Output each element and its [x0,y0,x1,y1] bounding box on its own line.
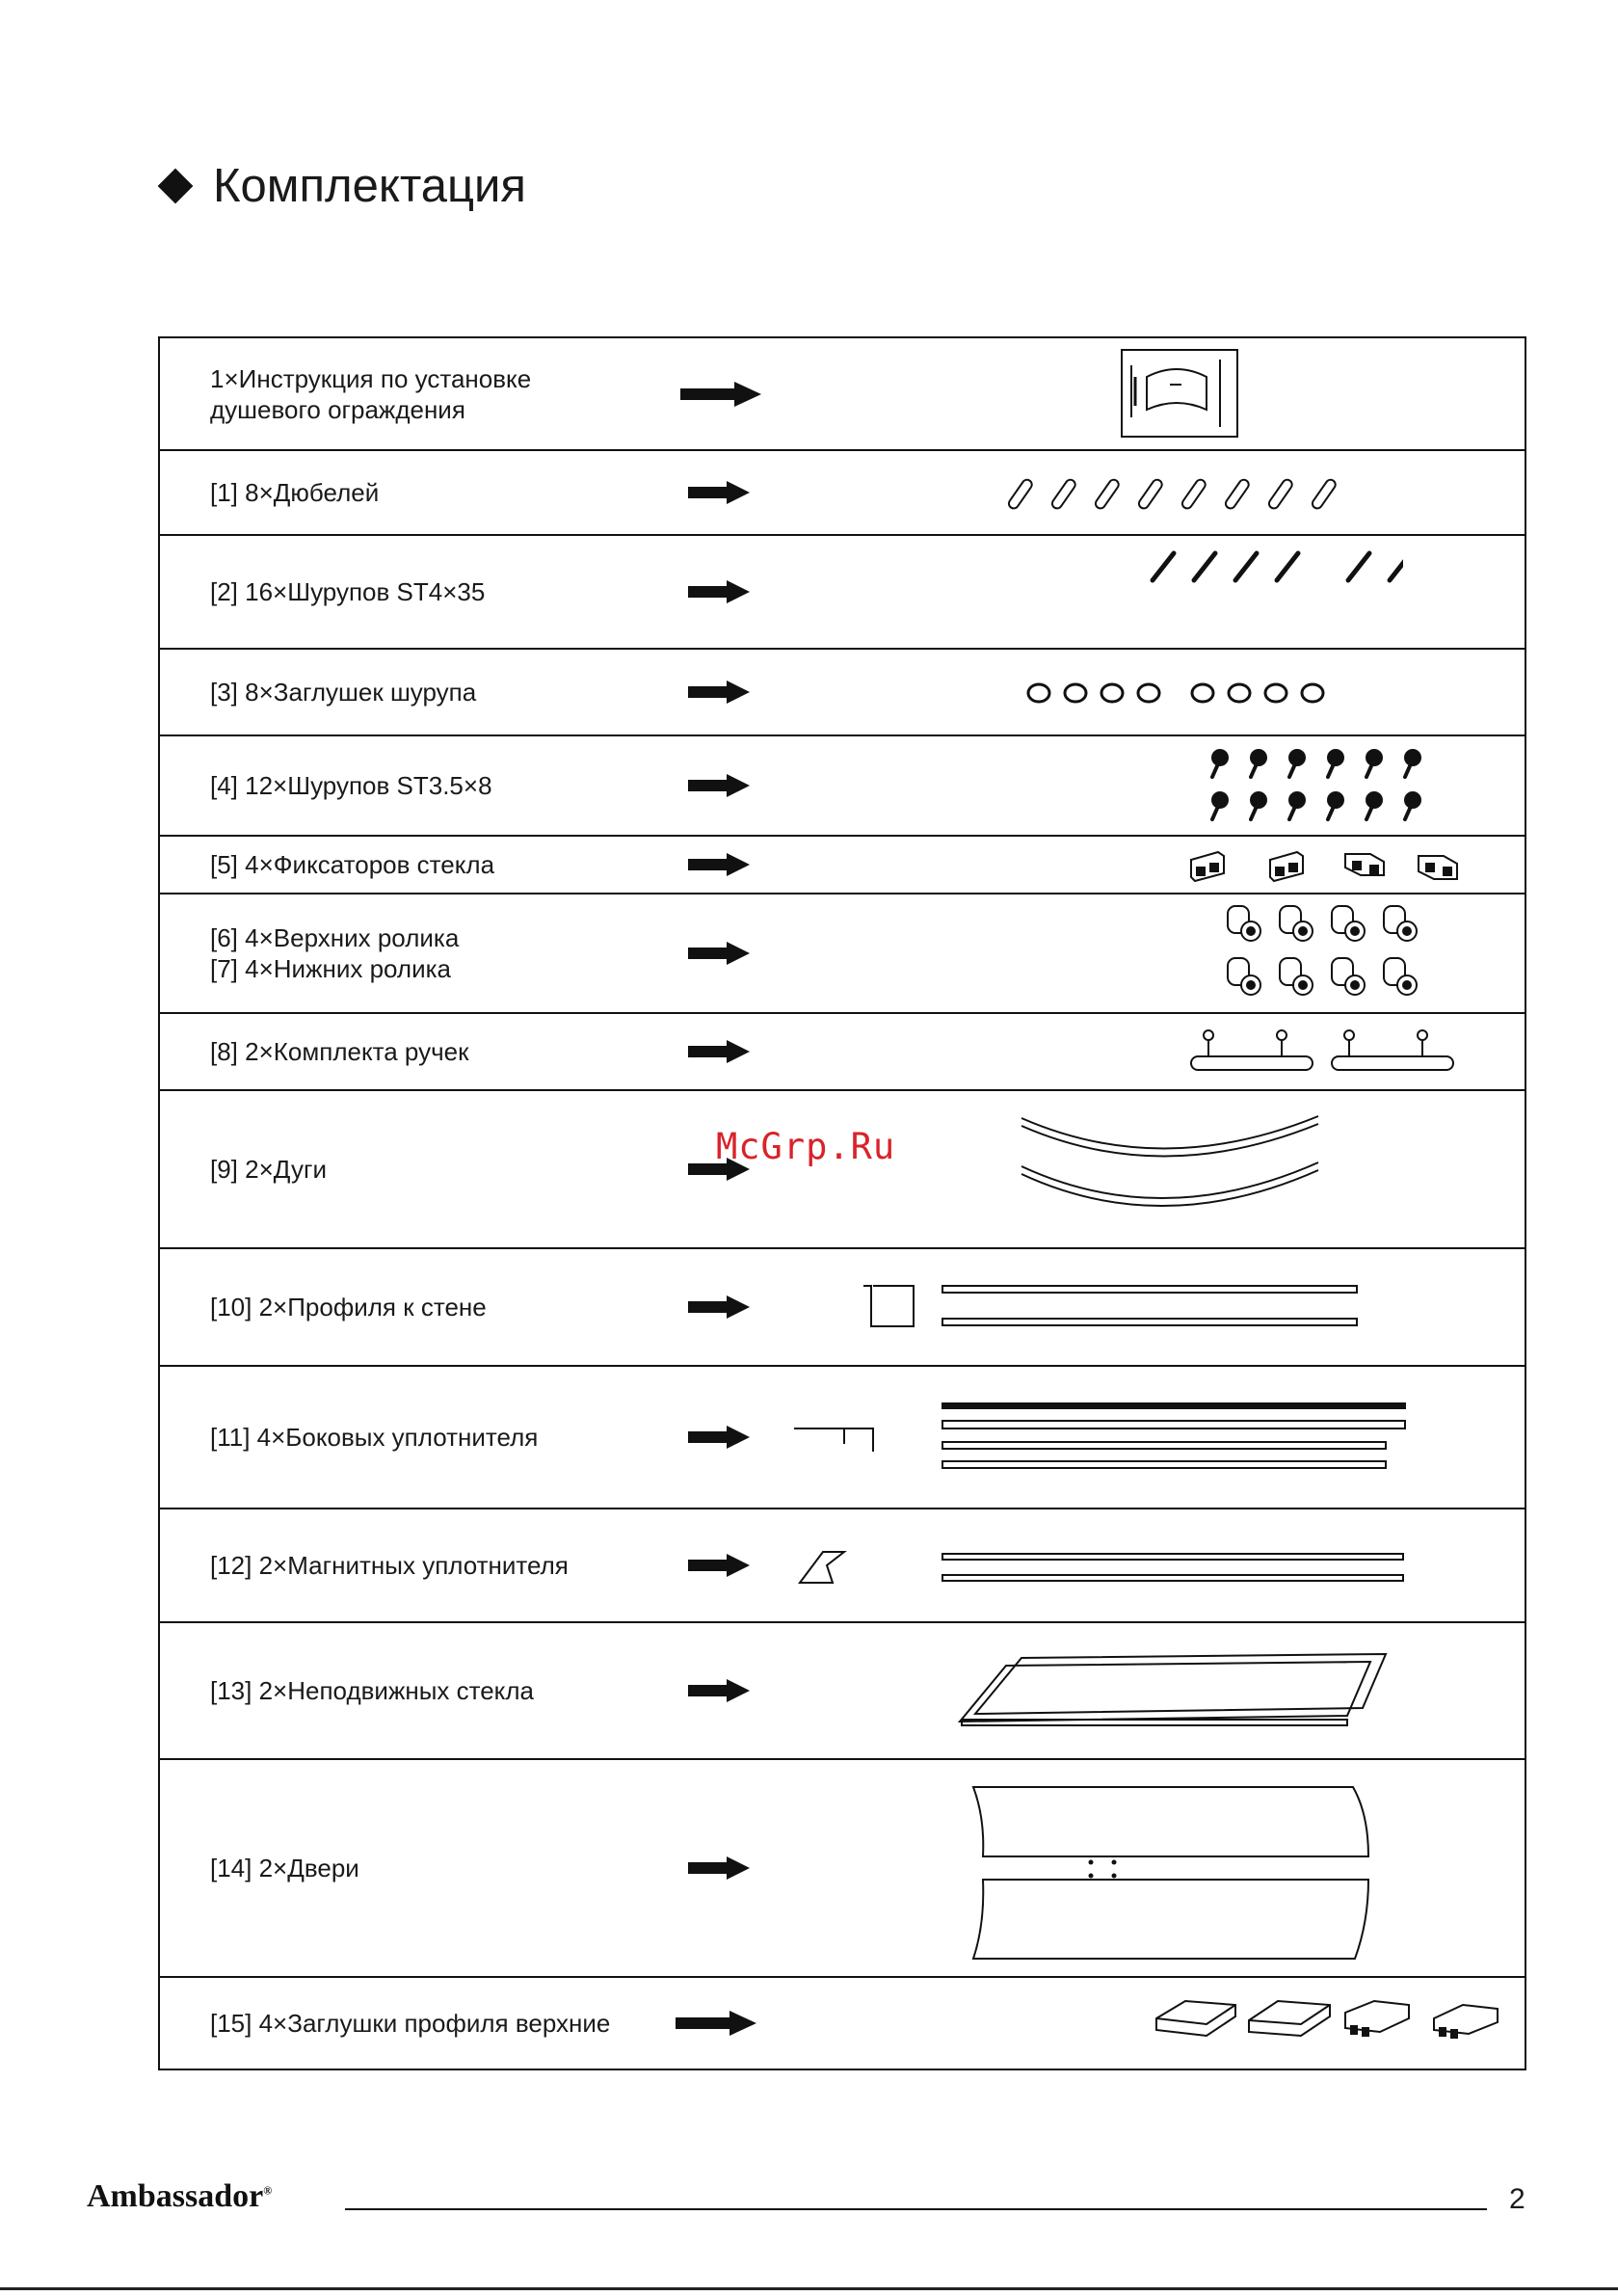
arrow-icon [676,2011,756,2036]
arrow-icon [688,774,750,797]
arrow-icon [688,1295,750,1319]
table-row [160,1367,1525,1509]
table-row [160,837,1525,894]
screw-caps-illustration [1018,650,1345,736]
profile-caps-illustration [1143,1978,1509,2069]
side-seals-illustration [786,1367,1538,1509]
item-label: [10] 2×Профиля к стене [210,1293,487,1322]
glass-clamps-illustration [1181,837,1471,894]
page-title-text: Комплектация [213,160,526,212]
arrow-icon [688,481,750,504]
magnetic-seals-illustration [786,1509,1538,1623]
item-label: [13] 2×Неподвижных стекла [210,1676,534,1705]
table-row [160,1623,1525,1760]
table-row [160,650,1525,736]
table-row [160,736,1525,837]
arrow-icon [688,1679,750,1702]
brand-logo: Ambassador® [87,2178,273,2214]
arrow-icon [688,681,750,704]
table-row [160,1509,1525,1623]
item-label: [8] 2×Комплекта ручек [210,1037,469,1066]
table-row [160,451,1525,536]
item-label: [5] 4×Фиксаторов стекла [210,850,495,879]
arcs-illustration [1008,1091,1336,1249]
item-label: [2] 16×Шурупов ST4×35 [210,577,486,606]
doors-illustration [960,1760,1384,1978]
footer-divider [345,2208,1487,2210]
short-screws-illustration [1201,736,1451,837]
item-label: [6] 4×Верхних ролика [7] 4×Нижних ролика [210,923,460,983]
manual-booklet-icon [1114,338,1239,451]
wall-profiles-illustration [786,1249,1538,1367]
parts-table [158,336,1526,2070]
arrow-icon [688,853,750,876]
arrow-icon [688,580,750,603]
item-label: [3] 8×Заглушек шурупа [210,678,477,707]
diamond-bullet-icon [158,169,194,204]
item-label: [1] 8×Дюбелей [210,478,380,507]
item-label: 1×Инструкция по установке душевого ограждения [210,363,532,424]
table-row [160,894,1525,1014]
page-number: 2 [1509,2183,1525,2215]
page-title [157,159,526,213]
arrow-icon [688,1426,750,1449]
bottom-border [0,2287,1618,2290]
item-label: [9] 2×Дуги [210,1155,327,1184]
item-label: [12] 2×Магнитных уплотнителя [210,1551,569,1580]
table-row [160,1978,1525,2069]
arrow-icon [688,1856,750,1880]
table-row [160,1014,1525,1091]
item-label: [14] 2×Двери [210,1854,359,1882]
arrow-icon [688,1040,750,1063]
rollers-illustration [1220,894,1432,1014]
table-row [160,536,1525,650]
arrow-icon [688,942,750,965]
dowels-illustration [998,451,1384,536]
long-screws-illustration [960,536,1403,650]
handles-illustration [1181,1014,1471,1091]
item-label: [15] 4×Заглушки профиля верхние [210,2009,611,2038]
table-row [160,1760,1525,1978]
arrow-icon [680,382,761,407]
item-label: [4] 12×Шурупов ST3.5×8 [210,771,492,800]
watermark: McGrp.Ru [716,1126,896,1167]
table-row [160,1249,1525,1367]
item-label: [11] 4×Боковых уплотнителя [210,1423,539,1452]
fixed-glass-illustration [950,1623,1413,1760]
table-row [160,1091,1525,1249]
arrow-icon [688,1554,750,1577]
table-row [160,338,1525,451]
